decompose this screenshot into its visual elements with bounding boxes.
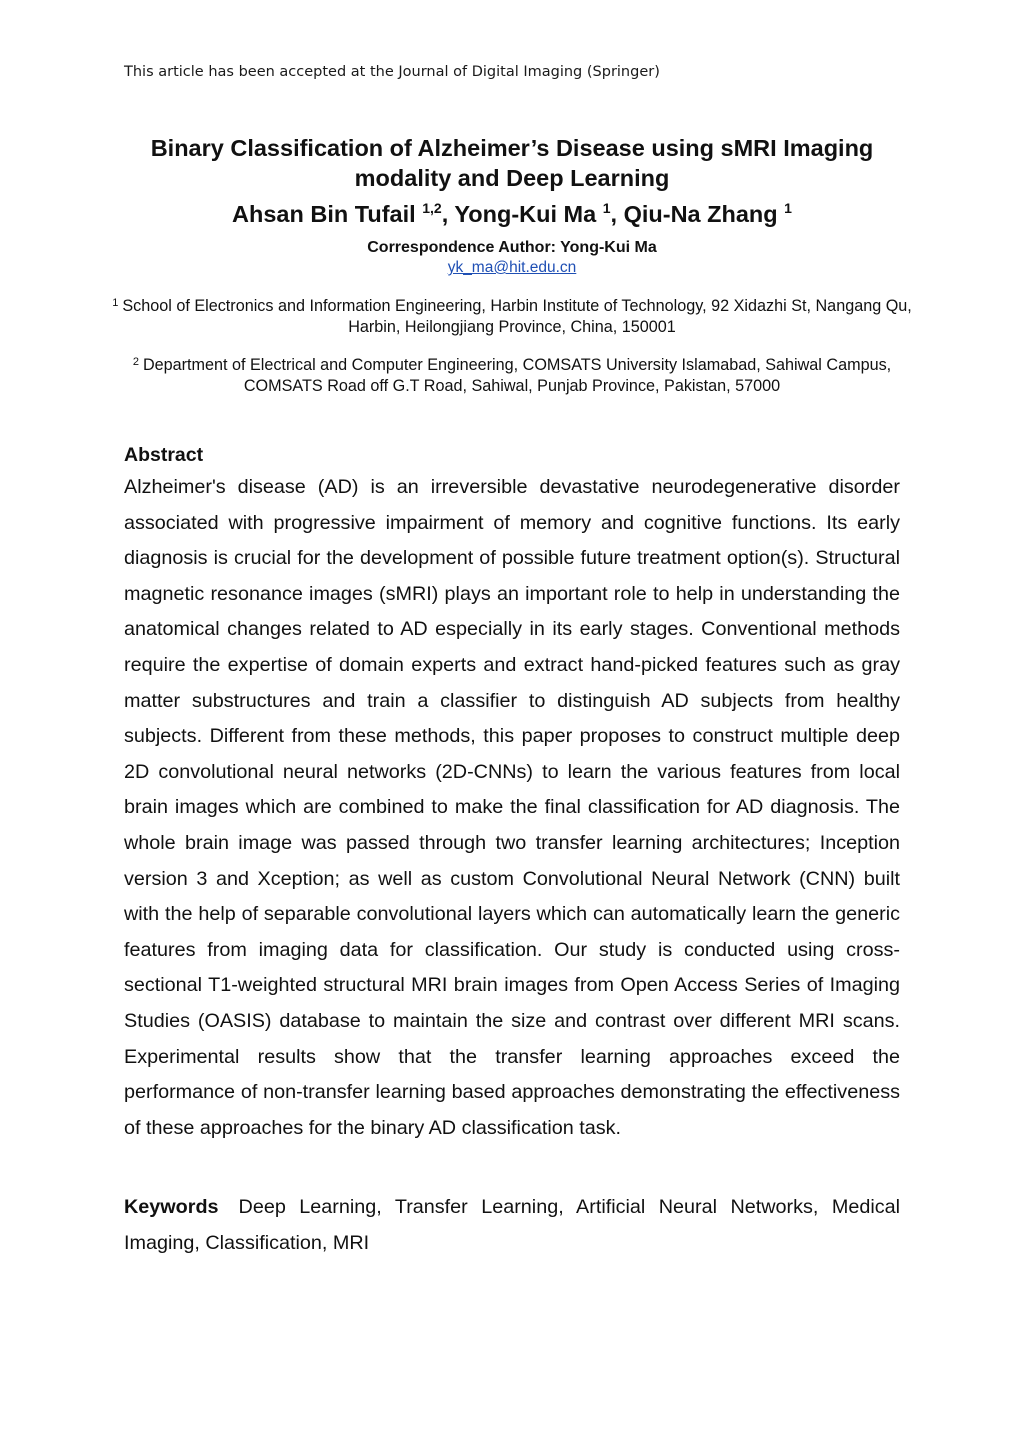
author-name: Qiu-Na Zhang — [623, 201, 778, 227]
abstract-text: Alzheimer's disease (AD) is an irreversible devastative neurodegenerative disorder associated with progressive impairment of memory and cognitive functions. Its early diagnosis is crucial for the development of possible future treatment option(s). Structural magnetic resonance images (sMRI) plays an important role to help in understanding the anatomical changes related to AD especially in its early stages. Conventional methods require the expertise of domain experts and extract hand-picked features such as gray matter substructures and train a classifier to distinguish AD subjects from healthy subjects. Different from these methods, this paper proposes to construct multiple deep 2D convolutional neural networks (2D-CNNs) to learn the various features from local brain images which are combined to make the final classification for AD diagnosis. The whole brain image was passed through two transfer learning architectures; Inception version 3 and Xception; as well as custom Convolutional Neural Network (CNN) built with the help of separable convolutional layers which can automatically learn the generic features from imaging data for classification. Our study is conducted using cross-sectional T1-weighted structural MRI brain images from Open Access Series of Imaging Studies (OASIS) database to maintain the size and contrast over different MRI scans. Experimental results show that the transfer learning approaches exceed the performance of non-transfer learning based approaches demonstrating the effectiveness of these approaches for the binary AD classification task. — [124, 476, 900, 1139]
author-separator: , — [441, 201, 455, 227]
author-separator: , — [610, 201, 624, 227]
keywords-list: Deep Learning, Transfer Learning, Artificial Neural Networks, Medical Imaging, Classification, MRI — [124, 1196, 900, 1254]
affiliation-number: 2 — [132, 356, 139, 368]
paper-title: Binary Classification of Alzheimer’s Disease using sMRI Imaging modality and Deep Learning — [150, 135, 874, 191]
correspondence-email-link[interactable]: yk_ma@hit.edu.cn — [447, 259, 577, 276]
author-list — [100, 199, 924, 229]
affiliation-text: Department of Electrical and Computer Engineering, COMSATS University Islamabad, Sahiwal Campus, COMSATS Road off G.T Road, Sahiwal, Punjab Province, Pakistan, 57000 — [142, 356, 892, 395]
affiliation-2 — [112, 355, 912, 396]
author-affiliation-marker: 1,2 — [422, 200, 442, 216]
affiliation-number: 1 — [112, 297, 119, 309]
correspondence-author: Correspondence Author: Yong-Kui Ma — [367, 239, 657, 256]
keywords-label: Keywords — [124, 1196, 219, 1218]
author-affiliation-marker: 1 — [784, 200, 792, 216]
correspondence-email-row — [100, 258, 924, 278]
author-name: Ahsan Bin Tufail — [232, 201, 416, 227]
abstract-heading: Abstract — [124, 444, 204, 466]
affiliation-text: School of Electronics and Information Engineering, Harbin Institute of Technology, 92 Xidazhi St, Nangang Qu, Harbin, Heilongjiang Province, China, 150001 — [122, 297, 912, 336]
keywords-section — [124, 1190, 900, 1261]
affiliation-1 — [112, 296, 912, 337]
journal-acceptance-note: This article has been accepted at the Journal of Digital Imaging (Springer) — [124, 64, 660, 80]
author-affiliation-marker: 1 — [602, 200, 611, 216]
author-name: Yong-Kui Ma — [454, 201, 597, 227]
